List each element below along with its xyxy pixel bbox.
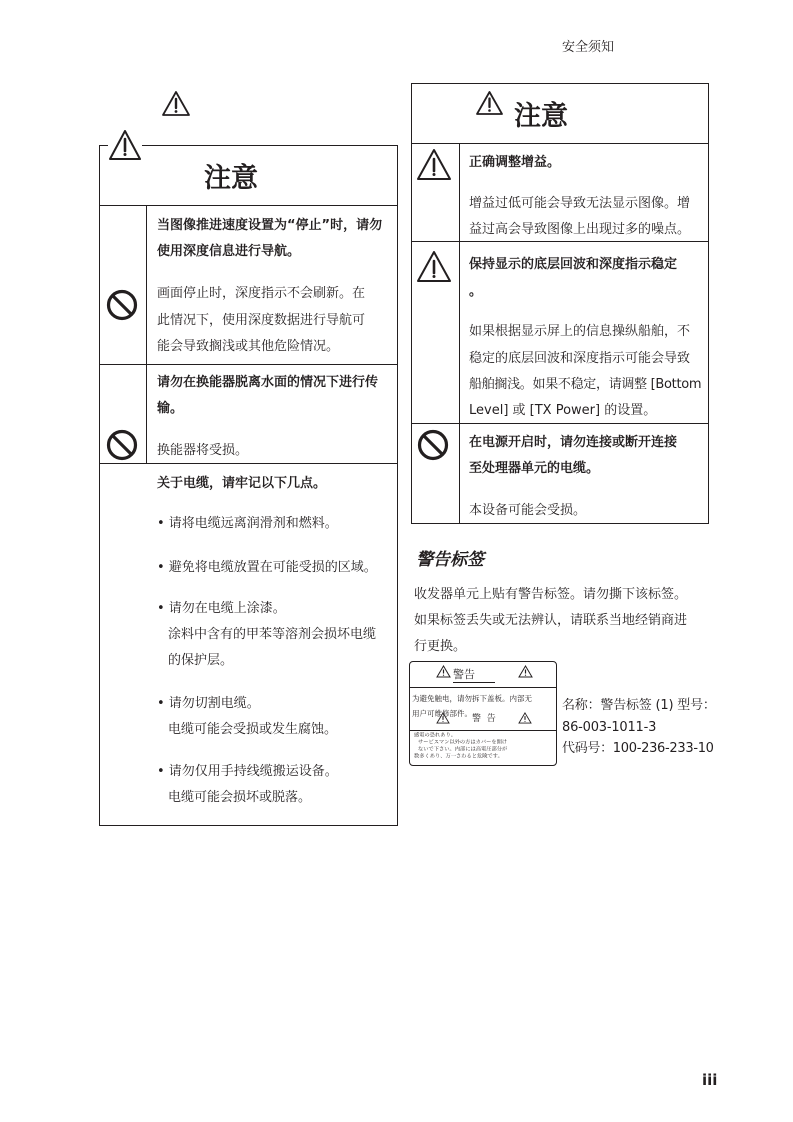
left-caution-title: 注意: [204, 163, 258, 194]
caution-heading: 。: [469, 284, 483, 299]
caution-heading: 正确调整增益。: [469, 155, 561, 170]
label-text-jp: 感電の恐れあり。: [414, 732, 456, 738]
warning-triangle-icon: [518, 712, 532, 724]
right-caution-box: [411, 83, 709, 524]
caution-heading: 关于电缆，请牢记以下几点。: [157, 476, 327, 491]
label-text-jp: サービスマン以外の方はカバーを開け: [418, 739, 508, 745]
caution-triangle-icon: [416, 148, 452, 181]
warning-label-text: 如果标签丢失或无法辨认，请联系当地经销商进: [414, 613, 688, 628]
section-title: 安全须知: [562, 40, 615, 55]
caution-body: 画面停止时，深度指示不会刷新。在: [157, 286, 366, 301]
bullet-item: • 请勿仅用手持线缆搬运设备。: [157, 764, 338, 779]
caution-body: 本设备可能会受损。: [469, 503, 587, 518]
warning-label-image: [409, 661, 557, 766]
label-caption: 名称：警告标签 (1) 型号：: [562, 698, 716, 713]
caution-body: 此情况下，使用深度数据进行导航可: [157, 313, 366, 328]
caution-body: 如果根据显示屏上的信息操纵船舶，不: [469, 324, 691, 339]
label-text-cn: 为避免触电，请勿拆下盖板。内部无: [412, 694, 532, 703]
caution-body: Level] 或 [TX Power] 的设置。: [469, 403, 657, 418]
caution-heading: 当图像推进速度设置为“停止”时，请勿: [157, 218, 383, 233]
warning-label-text: 行更换。: [414, 639, 467, 654]
caution-body: 能会导致搁浅或其他危险情况。: [157, 339, 340, 354]
prohibition-icon: [417, 429, 449, 461]
warning-label-text: 收发器单元上贴有警告标签。请勿撕下该标签。: [414, 587, 688, 602]
right-caution-title: 注意: [514, 101, 568, 132]
bullet-item: • 请将电缆远离润滑剂和燃料。: [157, 516, 338, 531]
label-title-cn: 警告: [453, 668, 475, 681]
caution-body: 稳定的底层回波和深度指示可能会导致: [469, 351, 691, 366]
warning-triangle-icon: [436, 665, 451, 678]
bullet-item: 电缆可能会受损或发生腐蚀。: [168, 722, 338, 737]
caution-body: 增益过低可能会导致无法显示图像。增: [469, 196, 691, 211]
bullet-item: 涂料中含有的甲苯等溶剂会损坏电缆: [168, 627, 377, 642]
caution-heading: 至处理器单元的电缆。: [469, 461, 600, 476]
warning-triangle-icon: [436, 712, 450, 724]
bullet-item: 电缆可能会损坏或脱落。: [168, 790, 312, 805]
page-number: iii: [702, 1071, 718, 1089]
caution-heading: 请勿在换能器脱离水面的情况下进行传: [157, 375, 379, 390]
label-text-jp: 数多くあり、万一さわると危険です。: [414, 753, 503, 759]
caution-triangle-icon: [416, 250, 452, 283]
warning-label-heading: 警告标签: [416, 550, 484, 570]
caution-triangle-icon: [161, 90, 191, 117]
bullet-item: • 避免将电缆放置在可能受损的区域。: [157, 560, 377, 575]
label-caption: 代码号：100-236-233-10: [562, 741, 714, 756]
prohibition-icon: [106, 289, 138, 321]
caution-triangle-icon: [475, 90, 504, 116]
bullet-item: • 请勿在电缆上涂漆。: [157, 601, 286, 616]
label-caption: 86-003-1011-3: [562, 720, 657, 735]
caution-body: 益过高会导致图像上出现过多的噪点。: [469, 222, 691, 237]
bullet-item: 的保护层。: [168, 653, 234, 668]
label-text-cn: 用户可维修部件。: [412, 709, 472, 718]
label-text-jp: ないで下さい。内部には高電圧部分が: [418, 746, 508, 752]
caution-heading: 在电源开启时，请勿连接或断开连接: [469, 435, 678, 450]
caution-heading: 使用深度信息进行导航。: [157, 244, 301, 259]
caution-body: 船舶搁浅。如果不稳定，请调整 [Bottom: [469, 377, 702, 392]
caution-heading: 保持显示的底层回波和深度指示稳定: [469, 257, 678, 272]
bullet-item: • 请勿切割电缆。: [157, 696, 260, 711]
caution-triangle-icon: [108, 129, 142, 161]
caution-heading: 输。: [157, 401, 184, 416]
caution-body: 换能器将受损。: [157, 443, 249, 458]
prohibition-icon: [106, 429, 138, 461]
label-title-jp: 警 告: [472, 714, 496, 724]
warning-triangle-icon: [518, 665, 533, 678]
